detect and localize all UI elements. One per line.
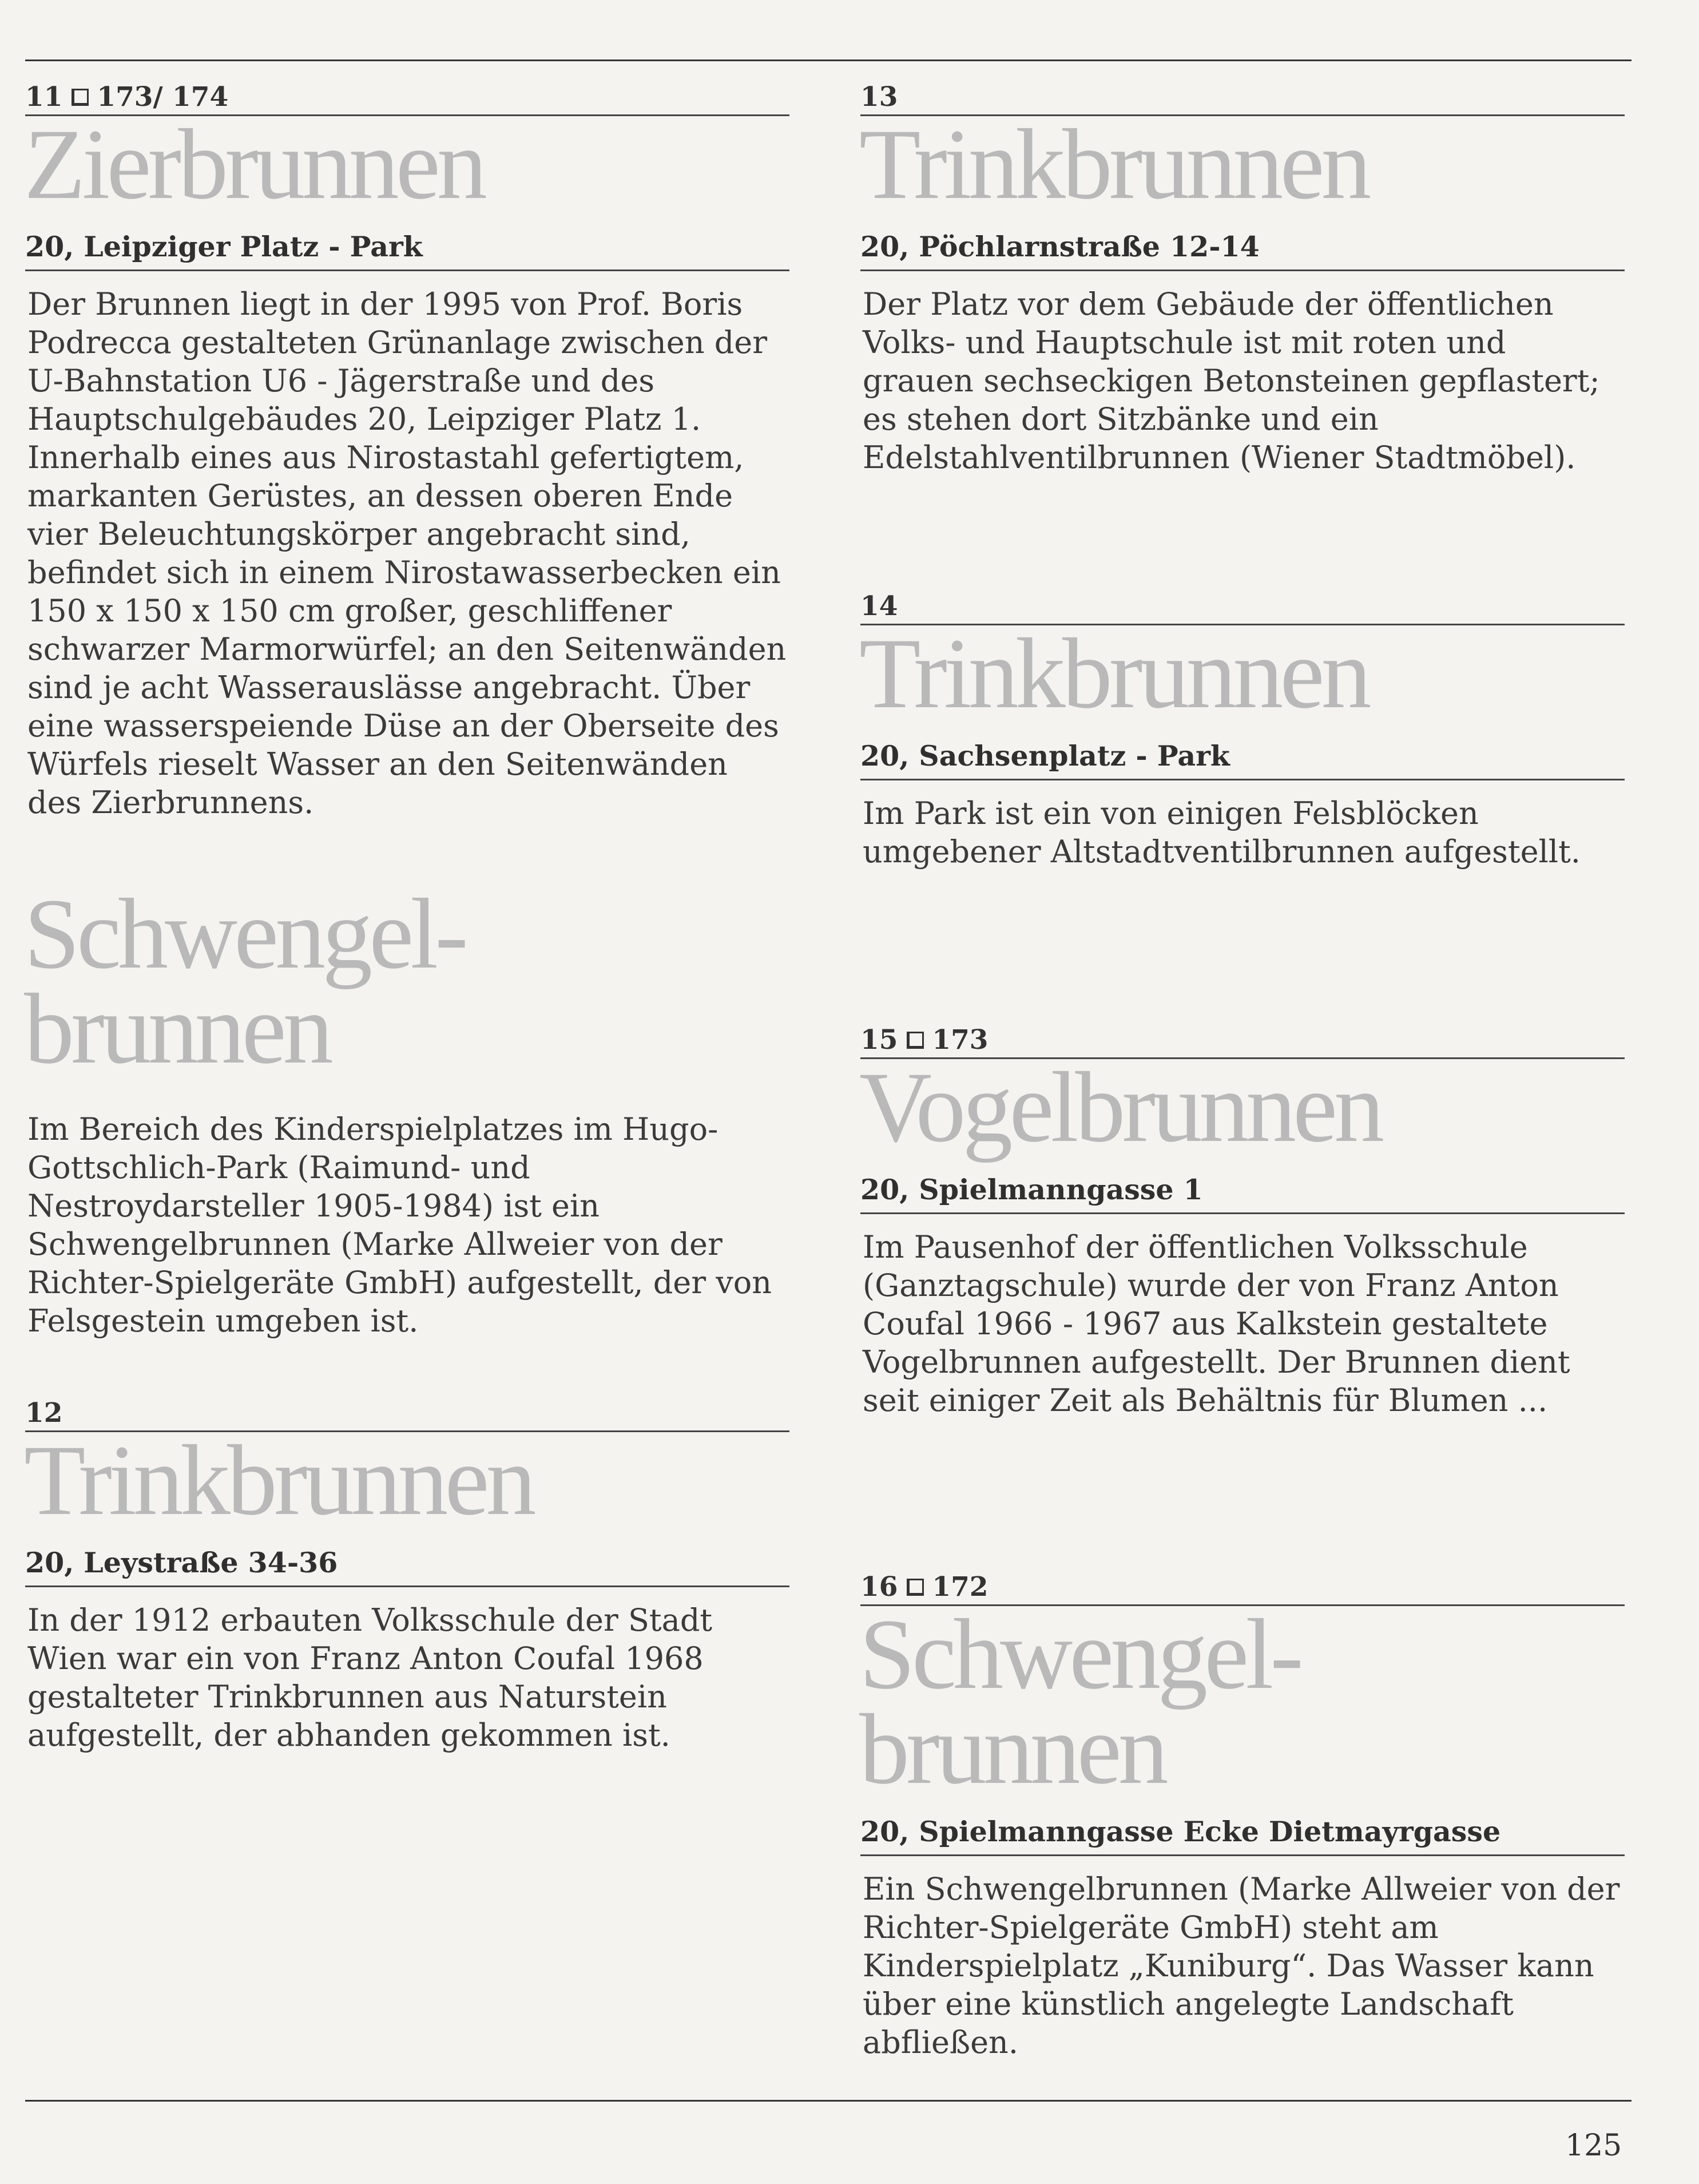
checkbox-icon [907,1579,924,1596]
entry-title: Trinkbrunnen [24,1425,533,1536]
entry-text: Ein Schwengelbrunnen (Marke Allweier von der Richter-Spielgeräte GmbH) steht am Kinderspielplatz „Kuniburg“. Das Wasser kann über eine künstlich angelegte Landschaft abfließen. [863,1871,1620,2060]
entry-number: 14 [860,590,898,622]
entry-text: Im Bereich des Kinderspielplatzes im Hugo-Gottschlich-Park (Raimund- und Nestroydarsteller 1905-1984) ist ein Schwengelbrunnen (Marke Allweier von der Richter-Spielgeräte GmbH) aufgestellt, der von Felsgestein umgeben ist. [27,1111,772,1339]
checkbox-icon [72,89,89,106]
entry-text: In der 1912 erbauten Volksschule der Stadt Wien war ein von Franz Anton Coufal 1968 gestalteter Trinkbrunnen aus Naturstein aufgestellt, der abhanden gekommen ist. [27,1602,713,1753]
entry-12 [25,1396,789,1754]
entry-title: Trinkbrunnen [859,618,1368,730]
top-rule [25,60,1631,61]
entry-text: Der Platz vor dem Gebäude der öffentlichen Volks- und Hauptschule ist mit roten und grauen sechseckigen Betonsteinen gepflastert; es stehen dort Sitzbänke und ein Edelstahlventilbrunnen (Wiener Stadtmöbel). [863,286,1600,475]
entry-number: 13 [860,81,898,113]
entry-15 [860,1023,1625,1420]
entry-title: Schwengel- brunnen [859,1599,1300,1805]
entry-title: Schwengel- brunnen [24,878,465,1085]
entry-address: 20, Sachsenplatz - Park [860,733,1625,780]
entry-number: 12 [25,1397,63,1429]
entry-title: Vogelbrunnen [859,1052,1382,1163]
entry-schwengelbrunnen [24,878,789,1340]
entry-address: 20, Leipziger Platz - Park [25,224,789,271]
page-refs: 173 [932,1024,989,1056]
page-refs: 172 [932,1571,989,1603]
entry-text: Im Pausenhof der öffentlichen Volksschule (Ganztagschule) wurde der von Franz Anton Coufal 1966 - 1967 aus Kalkstein gestaltete Vogelbrunnen aufgestellt. Der Brunnen dient seit einiger Zeit als Behältnis für Blumen ... [863,1229,1570,1418]
page-refs: 173/ 174 [97,81,229,113]
entry-text: Der Brunnen liegt in der 1995 von Prof. Boris Podrecca gestalteten Grünanlage zwischen der U-Bahnstation U6 - Jägerstraße und des Hauptschulgebäudes 20, Leipziger Platz 1. Innerhalb eines aus Nirostastahl gefertigtem, markanten Gerüstes, an dessen oberen Ende vier Beleuchtungskörper angebracht sind, befindet sich in einem Nirostawasserbecken ein 150 x 150 x 150 cm großer, geschliffener schwarzer Marmorwürfel; an den Seitenwänden sind je acht Wasserauslässe angebracht. Über eine wasserspeiende Düse an der Oberseite des Würfels rieselt Wasser an den Seitenwänden des Zierbrunnens. [27,286,787,821]
entry-16 [860,1570,1625,2062]
entry-address: 20, Pöchlarnstraße 12-14 [860,224,1625,271]
entry-number: 16 [860,1571,898,1603]
entry-number: 11 [25,81,63,113]
entry-number: 15 [860,1024,898,1056]
entry-text: Im Park ist ein von einigen Felsblöcken umgebener Altstadtventilbrunnen aufgestellt. [863,795,1581,870]
bottom-rule [25,2100,1631,2102]
entry-11 [25,80,789,822]
entry-address: 20, Spielmanngasse 1 [860,1167,1625,1214]
entry-title: Zierbrunnen [24,109,484,220]
entry-address: 20, Spielmanngasse Ecke Dietmayrgasse [860,1809,1625,1856]
entry-14 [860,589,1625,871]
entry-address: 20, Leystraße 34-36 [25,1540,789,1587]
entry-13 [860,80,1625,477]
page-number: 125 [1565,2128,1622,2163]
entry-title: Trinkbrunnen [859,109,1368,220]
checkbox-icon [907,1032,924,1049]
